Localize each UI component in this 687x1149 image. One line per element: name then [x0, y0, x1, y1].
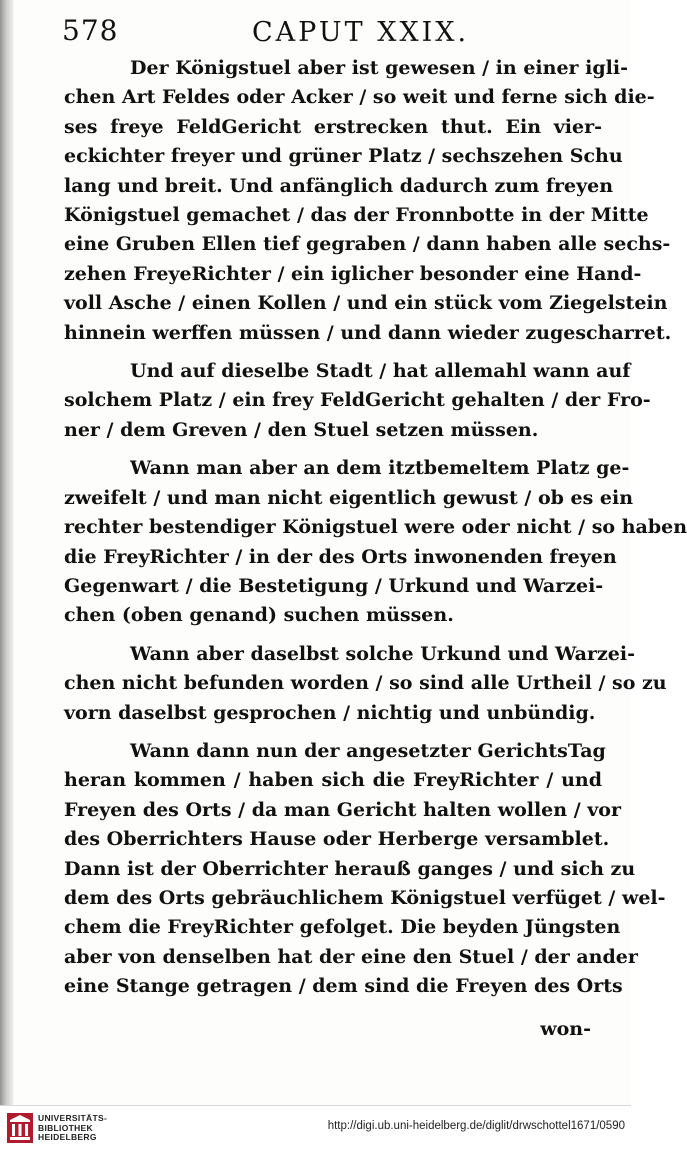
body-text [64, 54, 687, 1011]
text-line: Wann man aber an dem itztbemeltem Platz ge- [130, 457, 630, 480]
catchword: won- [540, 1018, 591, 1040]
text-line: des Oberrichters Hause oder Herberge versamblet. [64, 828, 610, 851]
library-name-line: HEIDELBERG [38, 1132, 97, 1142]
text-line: eine Gruben Ellen tief gegraben / dann haben alle sechs- [64, 233, 671, 256]
text-line: ses freye FeldGericht erstrecken thut. Ein vier- [64, 115, 602, 138]
text-line: Freyen des Orts / da man Gericht halten wollen / vor [64, 798, 621, 821]
text-line: Königstuel gemachet / das der Fronnbotte in der Mitte [64, 204, 649, 227]
text-line: chen (oben genand) suchen müssen. [64, 604, 454, 627]
text-line: Wann dann nun der angesetzter GerichtsTag [130, 739, 606, 762]
library-name-line: BIBLIOTHEK [38, 1122, 93, 1133]
text-line: chem die FreyRichter gefolget. Die beyden Jüngsten [64, 916, 621, 939]
text-line: aber von denselben hat der eine den Stuel / der ander [64, 945, 638, 968]
text-line: heran kommen / haben sich die FreyRichter / und [64, 769, 602, 792]
text-line: zweifelt / und man nicht eigentlich gewust / ob es ein [64, 486, 634, 509]
paragraph [64, 357, 651, 445]
paragraph [64, 454, 687, 630]
text-line: solchem Platz / ein frey FeldGericht gehalten / der Fro- [64, 389, 651, 412]
text-line: Der Königstuel aber ist gewesen / in einer igli- [130, 57, 628, 79]
text-line: eine Stange getragen / dem sind die Freyen des Orts [64, 975, 623, 998]
text-line: zehen FreyeRichter / ein iglicher besonder eine Hand- [64, 262, 642, 285]
text-line: chen nicht befunden worden / so sind alle Urtheil / so zu [64, 672, 667, 695]
text-line: vorn daselbst gesprochen / nichtig und unbündig. [64, 701, 596, 724]
library-name [38, 1114, 107, 1143]
text-line: lang und breit. Und anfänglich dadurch zum freyen [64, 174, 614, 197]
library-name-line: UNIVERSITÄTS- [38, 1113, 108, 1123]
text-line: Dann ist der Oberrichter herauß ganges / und sich zu [64, 857, 636, 880]
text-line: die FreyRichter / in der des Orts inwonenden freyen [64, 545, 617, 568]
text-line: Und auf dieselbe Stadt / hat allemahl wann auf [130, 360, 631, 383]
text-line: ner / dem Greven / den Stuel setzen müssen. [64, 418, 539, 441]
text-line: chen Art Feldes oder Acker / so weit und ferne sich die- [64, 86, 655, 109]
paragraph [64, 737, 666, 1002]
paragraph [64, 640, 667, 728]
university-seal-icon [6, 1112, 34, 1144]
text-line: eckichter freyer und grüner Platz / sechszehen Schu [64, 145, 623, 168]
viewer-footer [0, 1105, 631, 1149]
text-line: hinnein werffen müssen / und dann wieder zugescharret. [64, 321, 672, 344]
text-line: Wann aber daselbst solche Urkund und Warzei- [130, 642, 635, 665]
text-line: voll Asche / einen Kollen / und ein stück vom Ziegelstein [64, 292, 668, 315]
text-line: Gegenwart / die Bestetigung / Urkund und Warzei- [64, 574, 604, 597]
text-line: rechter bestendiger Königstuel were oder nicht / so haben [64, 516, 687, 539]
page-number: 578 [62, 14, 119, 47]
running-head: CAPUT XXIX. [252, 17, 470, 48]
paragraph [64, 54, 672, 348]
page-header [62, 14, 611, 54]
source-url[interactable]: http://digi.ub.uni-heidelberg.de/diglit/drwschottel1671/0590 [327, 1120, 625, 1132]
text-line: dem des Orts gebräuchlichem Königstuel verfüget / wel- [64, 886, 666, 909]
